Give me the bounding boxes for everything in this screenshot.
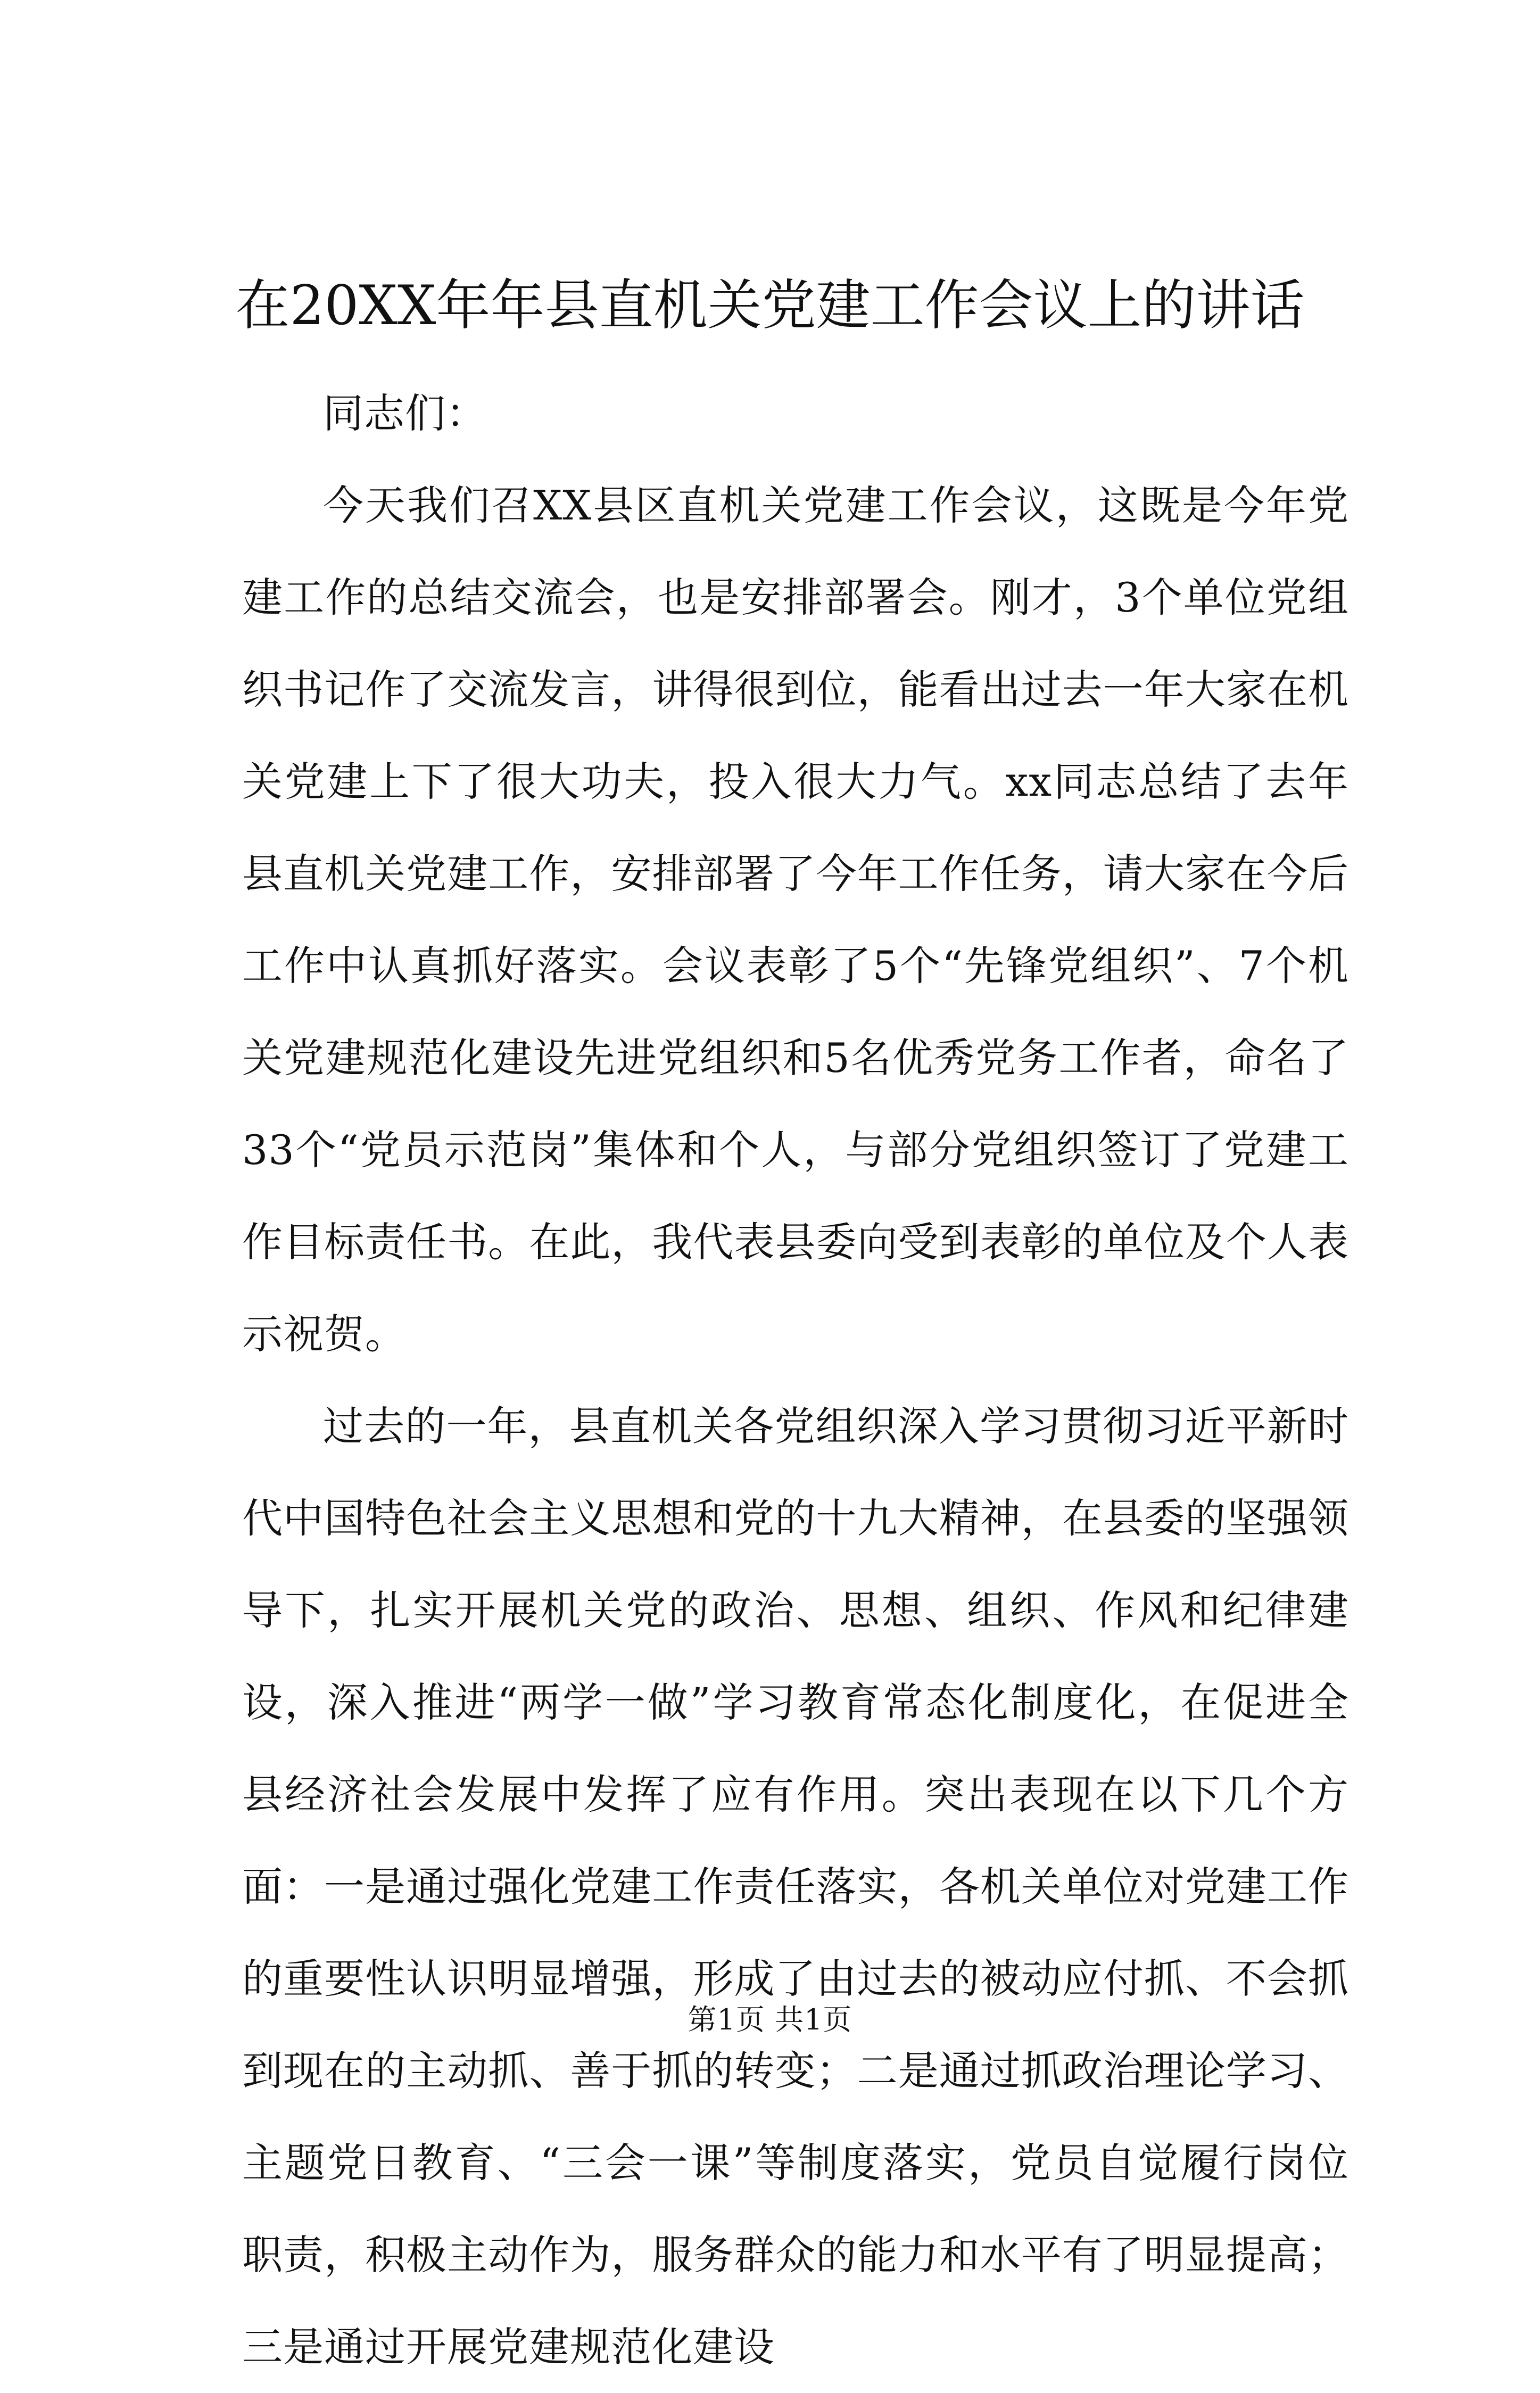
salutation: 同志们： [323, 390, 487, 437]
page-number-footer: 第1页 共1页 [688, 2003, 852, 2036]
paragraph-2: 过去的一年，县直机关各党组织深入学习贯彻习近平新时代中国特色社会主义思想和党的十九大精神，在县委的坚强领导下，扎实开展机关党的政治、思想、组织、作风和纪律建设，深入推进“两学一做”学习教育常态化制度化，在促进全县经济社会发展中发挥了应有作用。突出表现在以下几个方面：一是通过强化党建工作责任落实，各机关单位对党建工作的重要性认识明显增强，形成了由过去的被动应付抓、不会抓到现在的主动抓、善于抓的转变；二是通过抓政治理论学习、主题党日教育、“三会一课”等制度落实，党员自觉履行岗位职责，积极主动作为，服务群众的能力和水平有了明显提高；三是通过开展党建规范化建设 [242, 1402, 1349, 2371]
document-body [242, 367, 1349, 2393]
document-title: 在20XX年年县直机关党建工作会议上的讲话 [235, 274, 1305, 337]
paragraph-1: 今天我们召XX县区直机关党建工作会议，这既是今年党建工作的总结交流会，也是安排部署会。刚才，3个单位党组织书记作了交流发言，讲得很到位，能看出过去一年大家在机关党建上下了很大功夫，投入很大力气。xx同志总结了去年县直机关党建工作，安排部署了今年工作任务，请大家在今后工作中认真抓好落实。会议表彰了5个“先锋党组织”、7个机关党建规范化建设先进党组织和5名优秀党务工作者，命名了33个“党员示范岗”集体和个人，与部分党组织签订了党建工作目标责任书。在此，我代表县委向受到表彰的单位及个人表示祝贺。 [242, 482, 1349, 1358]
